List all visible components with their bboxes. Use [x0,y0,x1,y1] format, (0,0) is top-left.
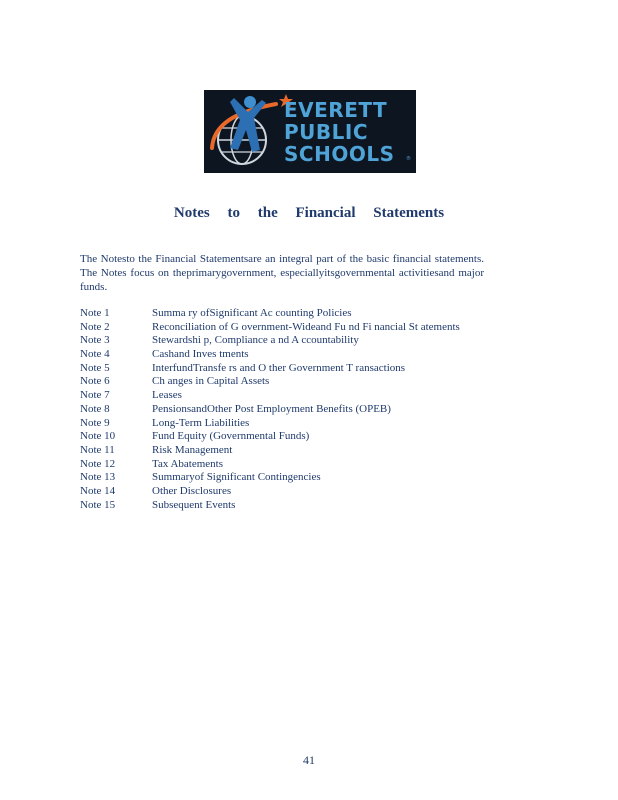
note-description: Other Disclosures [152,484,232,497]
note-number: Note 7 [80,389,110,402]
note-description: Subsequent Events [152,498,236,511]
note-number: Note 3 [80,334,110,347]
note-description: Cashand Inves tments [152,348,249,361]
note-number: Note 9 [80,416,110,429]
page-number: 41 [303,753,315,767]
note-description: InterfundTransfe rs and O ther Government T ransactions [152,361,406,374]
note-description: Fund Equity (Governmental Funds) [152,430,310,443]
note-description: Risk Management [152,443,233,456]
note-number: Note 1 [80,307,110,319]
note-description: PensionsandOther Post Employment Benefits (OPEB) [152,402,391,415]
note-description: Leases [152,389,182,402]
note-description: Summa ry ofSignificant Ac counting Policies [152,307,352,319]
intro-paragraph: The Notesto the Financial Statementsare an integral part of the basic financial statements. The Notes focus on theprimarygovernment, especiallyitsgovernmental activitiesand major funds. [80,253,484,293]
logo-line-2: PUBLIC [284,120,369,144]
logo-line-1: EVERETT [284,98,388,122]
everett-public-schools-logo [204,90,416,173]
note-number: Note 11 [80,443,115,456]
note-number: Note 14 [80,484,116,497]
note-number: Note 5 [80,361,110,374]
trademark-mark: ® [406,156,411,162]
note-number: Note 6 [80,375,110,388]
note-number: Note 4 [80,348,110,361]
note-number: Note 10 [80,430,116,443]
note-number: Note 15 [80,498,116,511]
note-number: Note 8 [80,402,110,415]
note-description: Tax Abatements [152,457,224,470]
note-description: Reconciliation of G overnment-Wideand Fu nd Fi nancial St atements [152,320,460,333]
note-description: Ch anges in Capital Assets [152,375,270,388]
note-number: Note 12 [80,457,116,470]
note-description: Stewardshi p, Compliance a nd A ccountability [152,334,359,347]
note-number: Note 13 [80,471,116,484]
note-description: Summaryof Significant Contingencies [152,471,321,484]
note-number: Note 2 [80,320,110,333]
note-description: Long-Term Liabilities [152,416,250,429]
page-title: Notes to the Financial Statements [173,205,445,221]
logo-line-3: SCHOOLS [284,142,395,166]
